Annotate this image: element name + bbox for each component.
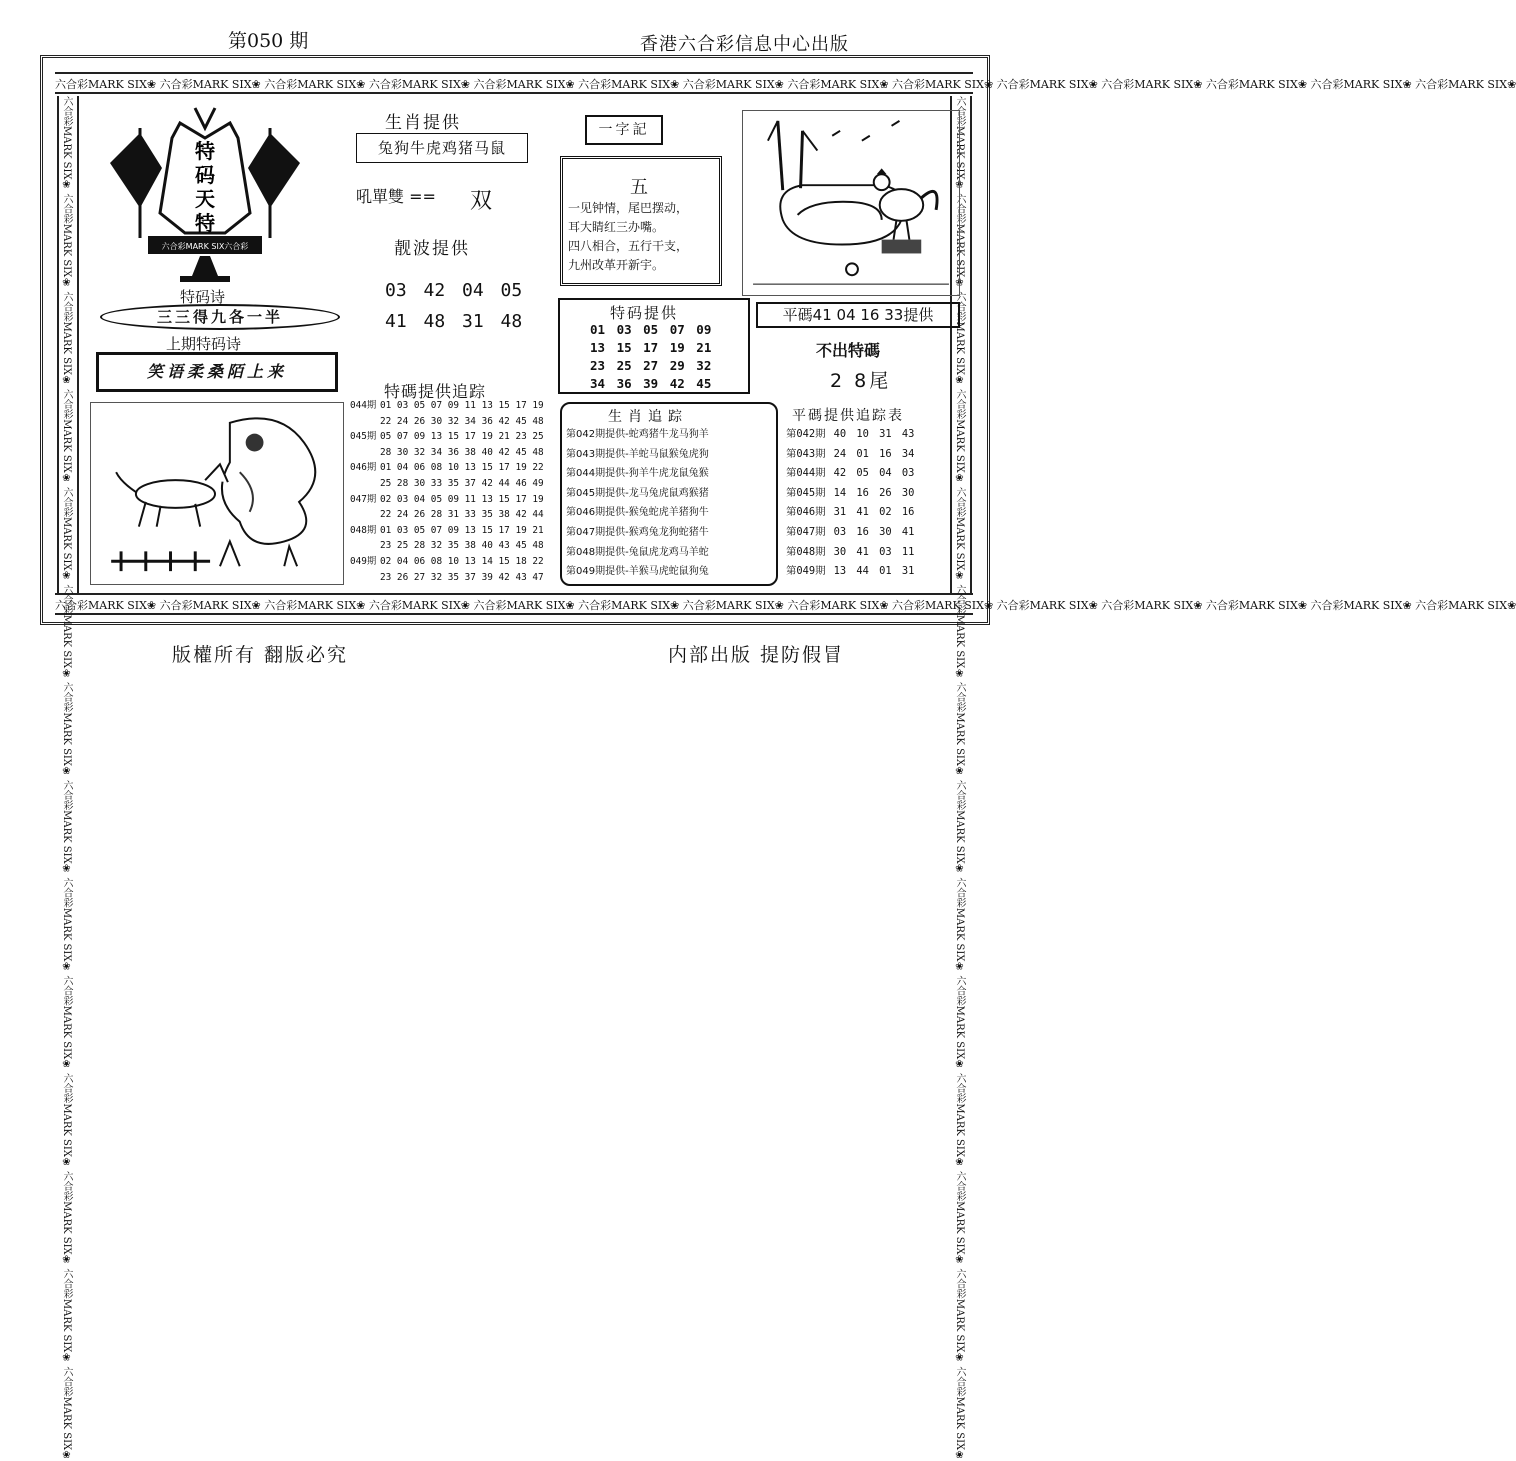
logo-banner: 六合彩MARK SIX六合彩	[161, 242, 249, 251]
track-title: 特碼提供追踪	[384, 382, 487, 401]
border-band-left: 六合彩MARK SIX❀ 六合彩MARK SIX❀ 六合彩MARK SIX❀ 六合彩MARK SIX❀ 六合彩MARK SIX❀ 六合彩MARK SIX❀ 六合彩MARK SIX❀ 六合彩MARK SIX❀ 六合彩MARK SIX❀ 六合彩MARK SIX❀ 六合彩MARK SIX❀ 六合彩MARK SIX❀ 六合彩MARK SIX❀ 六合彩MARK SIX❀	[57, 96, 79, 593]
flat-track-label: 第049期	[786, 565, 826, 578]
track-row-label: 045期	[350, 431, 377, 443]
zodiac-track-list	[566, 425, 709, 582]
flat-track-row	[786, 503, 914, 523]
yizi-line: 一见钟情，尾巴摆动，	[568, 201, 689, 215]
track-row-label: 049期	[350, 555, 377, 567]
track-row	[350, 398, 544, 414]
zodiac-track-row: 第042期提供-蛇鸡猪牛龙马狗羊	[566, 429, 709, 440]
track-row-numbers: 23 26 27 32 35 37 39 42 43 47	[380, 571, 544, 583]
track-row-numbers: 28 30 32 34 36 38 40 42 45 48	[380, 446, 544, 458]
track-row-label: 046期	[350, 462, 377, 474]
track-table	[350, 398, 544, 585]
track-row-label: 047期	[350, 493, 377, 505]
track-row-numbers: 01 03 05 07 09 13 15 17 19 21	[380, 524, 544, 536]
flat-track-numbers: 31 41 02 16	[833, 506, 915, 519]
no-special-value: 2 8尾	[830, 370, 892, 392]
wave-supply-row: 03 42 04 05	[385, 280, 523, 301]
footer-copyright: 版權所有 翻版必究	[172, 644, 349, 666]
flat-track-title: 平碼提供追踪表	[792, 408, 904, 424]
track-row-numbers: 05 07 09 13 15 17 19 21 23 25	[380, 431, 544, 443]
track-row-numbers: 02 04 06 08 10 13 14 15 18 22	[380, 555, 544, 567]
logo-eagle-emblem	[100, 108, 310, 288]
yizi-title: 一字記	[585, 115, 663, 145]
no-special-title: 不出特碼	[816, 341, 881, 360]
footer-notice: 内部出版 提防假冒	[668, 644, 845, 666]
track-row	[350, 554, 544, 570]
flat-track-numbers: 42 05 04 03	[833, 467, 915, 480]
zodiac-supply-animals: 兔狗牛虎鸡猪马鼠	[356, 133, 528, 163]
special-code-row: 13 15 17 19 21	[590, 340, 712, 355]
flat-track-numbers: 03 16 30 41	[833, 525, 915, 538]
flat-track-list	[786, 425, 914, 582]
flat-track-label: 第047期	[786, 525, 826, 538]
flat-track-row	[786, 464, 914, 484]
track-row	[350, 538, 544, 554]
track-row	[350, 460, 544, 476]
track-row-numbers: 25 28 30 33 35 37 42 44 46 49	[380, 477, 544, 489]
track-row-numbers: 01 04 06 08 10 13 15 17 19 22	[380, 462, 544, 474]
zodiac-track-row: 第046期提供-猴兔蛇虎羊猪狗牛	[566, 507, 709, 519]
flat-track-row	[786, 562, 914, 582]
yizi-char: 五	[630, 177, 648, 198]
zodiac-track-row: 第043期提供-羊蛇马鼠猴兔虎狗	[566, 448, 709, 460]
track-row	[350, 492, 544, 508]
track-row	[350, 445, 544, 461]
zodiac-track-row: 第047期提供-猴鸡兔龙狗蛇猪牛	[566, 526, 709, 538]
flat-track-row	[786, 425, 914, 445]
flat-track-numbers: 13 44 01 31	[833, 565, 915, 578]
zodiac-track-row: 第048期提供-兔鼠虎龙鸡马羊蛇	[566, 546, 709, 558]
flat-track-label: 第045期	[786, 486, 826, 499]
track-row-numbers: 23 25 28 32 35 38 40 43 45 48	[380, 540, 544, 552]
flat-track-numbers: 14 16 26 30	[833, 486, 915, 499]
flat-track-label: 第048期	[786, 545, 826, 558]
wave-supply-row: 41 48 31 48	[385, 311, 523, 332]
illustration-dog-rocks	[90, 402, 344, 585]
logo-char-3: 天	[195, 187, 215, 211]
border-band-bottom: 六合彩MARK SIX❀ 六合彩MARK SIX❀ 六合彩MARK SIX❀ 六合彩MARK SIX❀ 六合彩MARK SIX❀ 六合彩MARK SIX❀ 六合彩MARK SIX❀ 六合彩MARK SIX❀ 六合彩MARK SIX❀ 六合彩MARK SIX❀ 六合彩MARK SIX❀ 六合彩MARK SIX❀ 六合彩MARK SIX❀ 六合彩MARK SIX❀	[55, 593, 973, 615]
zodiac-supply-title: 生肖提供	[385, 113, 461, 133]
flat-track-label: 第046期	[786, 506, 826, 519]
wave-supply-title: 靓波提供	[394, 239, 470, 259]
track-row-numbers: 02 03 04 05 09 11 13 15 17 19	[380, 493, 544, 505]
flat-track-label: 第042期	[786, 428, 826, 440]
illustration-rooster	[742, 110, 960, 296]
track-row-numbers: 22 24 26 28 31 33 35 38 42 44	[380, 509, 544, 521]
special-code-row: 23 25 27 29 32	[590, 358, 712, 373]
odd-even-label: 吼單雙 ==	[356, 187, 436, 206]
prev-poem-title: 上期特码诗	[166, 335, 242, 353]
yizi-line: 九州改革开新宇。	[568, 258, 665, 272]
flat-track-row	[786, 445, 914, 465]
flat-track-row	[786, 484, 914, 504]
special-code-title: 特码提供	[610, 304, 679, 322]
special-code-row: 01 03 05 07 09	[590, 322, 712, 337]
flat-track-row	[786, 523, 914, 543]
track-row	[350, 414, 544, 430]
poem-text: 三三得九各一半	[100, 304, 340, 330]
flat-track-label: 第043期	[786, 447, 826, 460]
poem-title: 特码诗	[180, 288, 226, 306]
border-band-right: 六合彩MARK SIX❀ 六合彩MARK SIX❀ 六合彩MARK SIX❀ 六合彩MARK SIX❀ 六合彩MARK SIX❀ 六合彩MARK SIX❀ 六合彩MARK SIX❀ 六合彩MARK SIX❀ 六合彩MARK SIX❀ 六合彩MARK SIX❀ 六合彩MARK SIX❀ 六合彩MARK SIX❀ 六合彩MARK SIX❀ 六合彩MARK SIX❀	[950, 96, 972, 593]
special-code-row: 34 36 39 42 45	[590, 376, 712, 391]
border-band-top: 六合彩MARK SIX❀ 六合彩MARK SIX❀ 六合彩MARK SIX❀ 六合彩MARK SIX❀ 六合彩MARK SIX❀ 六合彩MARK SIX❀ 六合彩MARK SIX❀ 六合彩MARK SIX❀ 六合彩MARK SIX❀ 六合彩MARK SIX❀ 六合彩MARK SIX❀ 六合彩MARK SIX❀ 六合彩MARK SIX❀ 六合彩MARK SIX❀	[55, 72, 973, 94]
track-row	[350, 429, 544, 445]
yizi-line: 四八相合，五行干支，	[568, 239, 689, 253]
zodiac-track-row: 第049期提供-羊猴马虎蛇鼠狗兔	[566, 566, 709, 578]
track-row	[350, 476, 544, 492]
logo-char-2: 码	[195, 163, 215, 187]
track-row-label: 044期	[350, 400, 377, 411]
flat-code-supply: 平碼41 04 16 33提供	[756, 302, 960, 328]
issue-number: 第050 期	[228, 30, 309, 52]
zodiac-track-title: 生肖追踪	[608, 409, 688, 425]
track-row	[350, 523, 544, 539]
zodiac-track-row: 第045期提供-龙马兔虎鼠鸡猴猪	[566, 487, 709, 499]
flat-track-numbers: 24 01 16 34	[833, 447, 915, 460]
flat-track-numbers: 30 41 03 11	[833, 545, 915, 558]
zodiac-track-row: 第044期提供-狗羊牛虎龙鼠兔猴	[566, 468, 709, 480]
flat-track-label: 第044期	[786, 467, 826, 480]
odd-even-value: 双	[470, 189, 493, 214]
track-row-numbers: 22 24 26 30 32 34 36 42 45 48	[380, 415, 544, 427]
track-row-numbers: 01 03 05 07 09 11 13 15 17 19	[380, 400, 544, 411]
flat-track-numbers: 40 10 31 43	[833, 428, 915, 440]
logo-char-1: 特	[195, 139, 215, 163]
logo-char-4: 特	[195, 211, 215, 235]
yizi-line: 耳大睛红三办嘴。	[568, 220, 665, 234]
publisher-name: 香港六合彩信息中心出版	[640, 34, 849, 55]
track-row	[350, 507, 544, 523]
prev-poem-text: 笑语柔桑陌上来	[96, 352, 338, 392]
flat-track-row	[786, 543, 914, 563]
track-row	[350, 570, 544, 586]
track-row-label: 048期	[350, 524, 377, 536]
